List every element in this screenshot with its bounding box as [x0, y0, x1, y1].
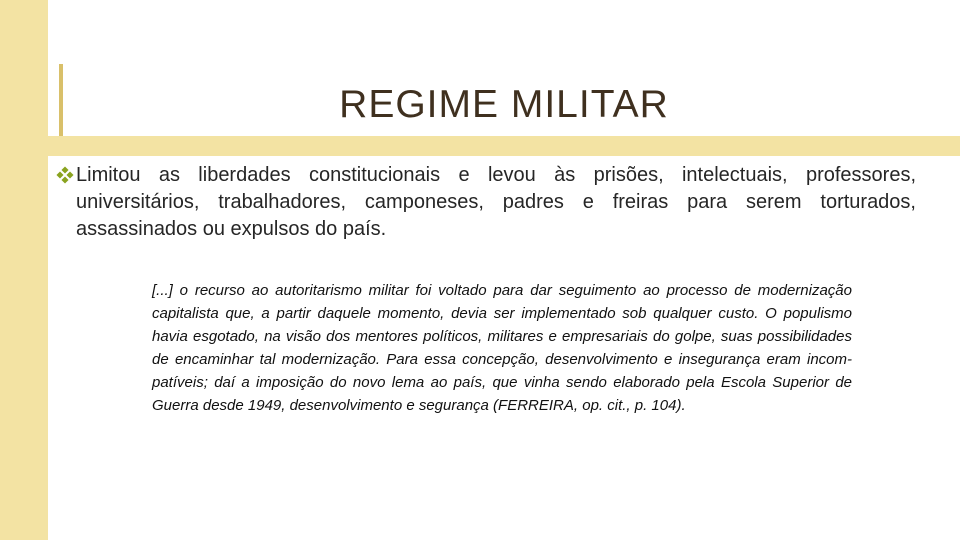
quote-paragraph: [...] o recurso ao autoritarismo militar foi voltado para dar seguimento ao processo de modernização capitalista que, a partir daquele momento, devia ser implementado sob qualquer custo. O populismo havia esgotado, na visão dos mentores políticos, militares e empresariais do golpe, suas possibilidades de encaminhar tal modernização. Para essa concepção, desenvolvimento e insegurança eram incom-patíveis; daí a imposição do novo lema ao país, que vinha sendo elaborado pela Escola Superior de Guerra desde 1949, desenvolvimento e segurança (FERREIRA, op. cit., p. 104).: [152, 282, 852, 414]
title-divider-band: [48, 136, 960, 156]
bullet-text: Limitou as liberdades constitucionais e levou às prisões, intelectuais, professores, universitários, trabalhadores, camponeses, padres e freiras para serem torturados, assassinados ou expulsos do país.: [76, 164, 916, 240]
diamond-bullet-icon: [56, 166, 74, 184]
left-accent-band: [0, 0, 48, 540]
slide-title: REGIME MILITAR: [339, 83, 669, 127]
main-bullet: [56, 162, 916, 243]
